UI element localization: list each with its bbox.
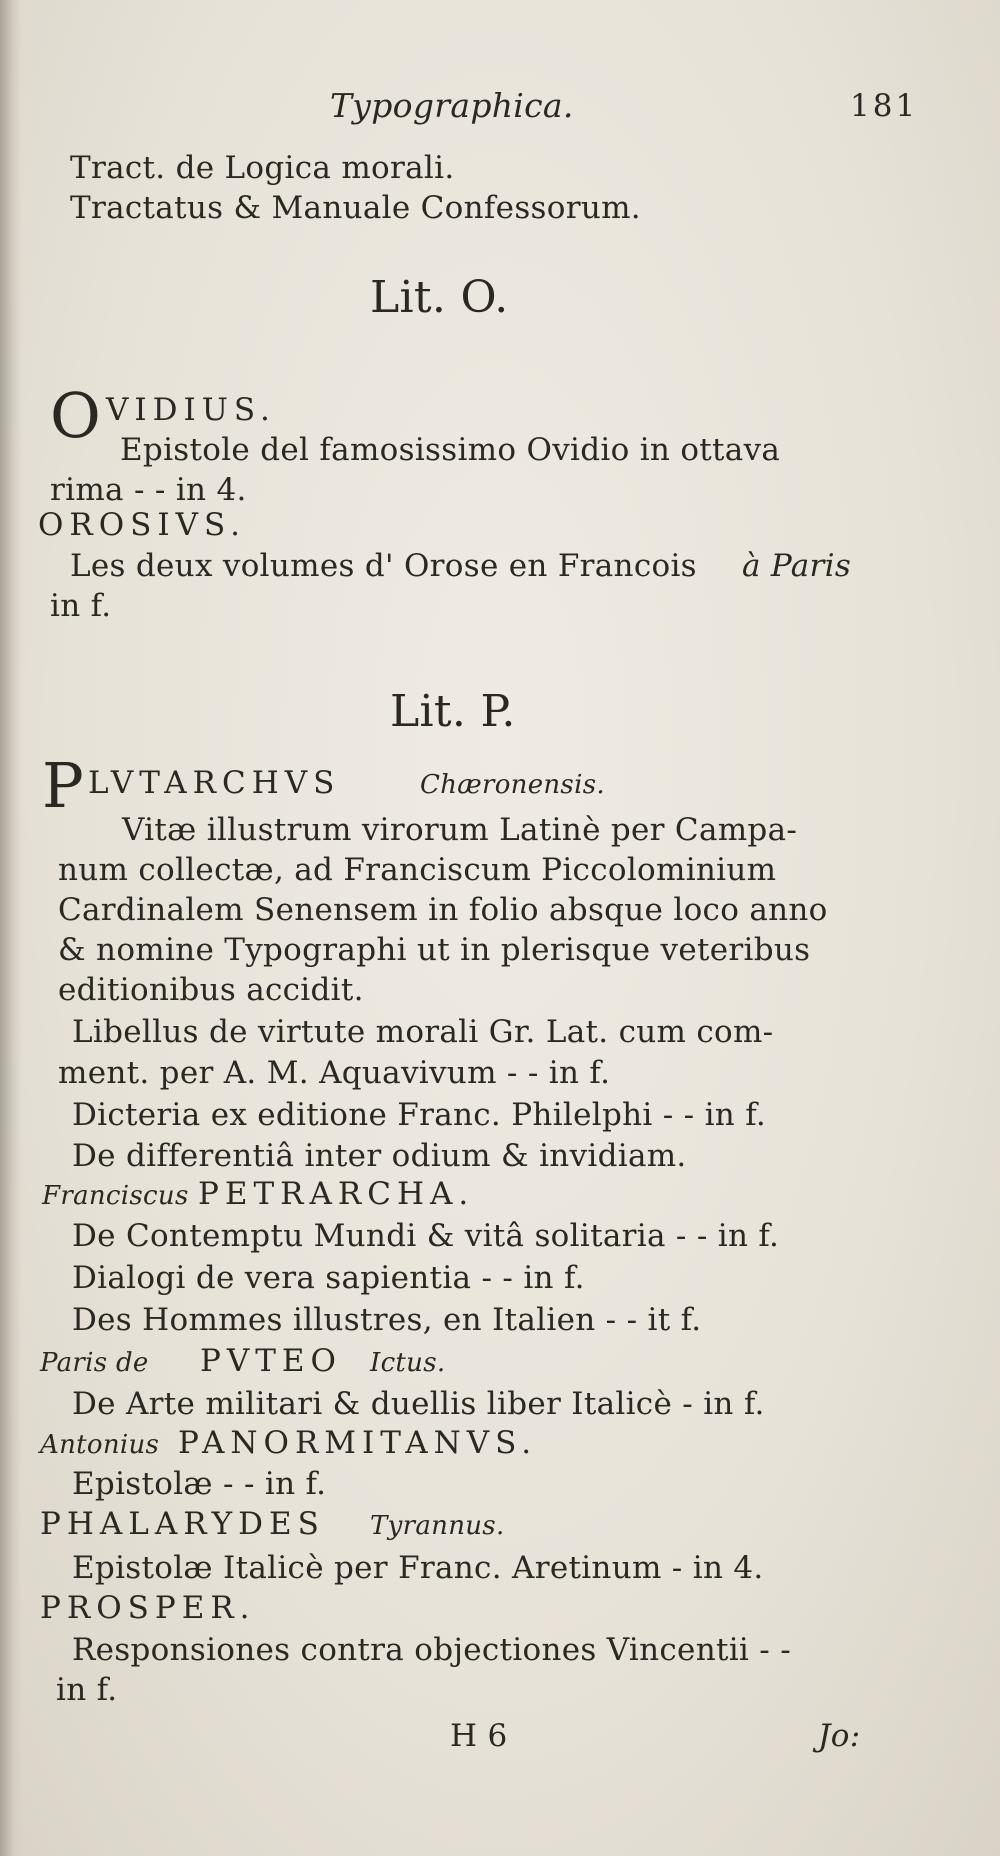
puteo-epithet: Ictus. [370,1348,446,1378]
plutarchus-line-7: ment. per A. M. Aquavivum - - in f. [58,1055,611,1091]
panormitanus-line-1: Epistolæ - - in f. [72,1466,327,1502]
drop-initial-o: O [50,379,102,452]
plutarchus-line-1: Vitæ illustrum virorum Latinè per Campa- [122,812,798,848]
phalarydes-epithet: Tyrannus. [370,1511,505,1541]
orosius-title-line-1: Les deux volumes d' Orose en Francois [70,548,697,584]
page-number: 181 [850,88,919,124]
spine-shadow [0,0,22,1856]
author-puteo: PVTEO [200,1343,342,1379]
plutarchus-line-5: editionibus accidit. [58,972,364,1008]
plutarchus-line-8: Dicteria ex editione Franc. Philelphi - - in f. [72,1097,767,1133]
petrarcha-line-2: Dialogi de vera sapientia - - in f. [72,1260,585,1296]
entry-tract-logica: Tract. de Logica morali. [70,150,455,186]
orosius-place: à Paris [742,548,852,584]
orosius-title-line-2: in f. [50,588,112,624]
section-heading-p: Lit. P. [390,686,516,737]
ovidius-title-line-1: Epistole del famosissimo Ovidio in ottava [120,432,781,468]
prosper-line-1: Responsiones contra objectiones Vincentii - - [72,1632,792,1668]
catchword: Jo: [818,1718,861,1754]
phalarydes-line-1: Epistolæ Italicè per Franc. Aretinum - in 4. [72,1550,764,1586]
author-petrarcha: PETRARCHA. [198,1176,475,1212]
signature-mark: H 6 [450,1718,508,1754]
author-ovidius: VIDIUS. [106,392,276,428]
running-title: Typographica. [330,86,574,125]
plutarchus-line-4: & nomine Typographi ut in plerisque veteribus [58,932,811,968]
plutarchus-line-3: Cardinalem Senensem in folio absque loco anno [58,892,828,928]
prosper-line-2: in f. [56,1672,118,1708]
ovidius-title-line-2: rima - - in 4. [50,472,247,508]
author-orosius: OROSIVS. [38,507,247,543]
plutarchus-epithet: Chæronensis. [420,770,605,800]
drop-initial-p: P [42,749,85,822]
plutarchus-line-6: Libellus de virtute morali Gr. Lat. cum com- [72,1014,774,1050]
petrarcha-forename: Franciscus [42,1181,189,1211]
puteo-forename: Paris de [40,1348,149,1378]
puteo-line-1: De Arte militari & duellis liber Italicè - in f. [72,1386,765,1422]
author-panormitanus: PANORMITANVS. [178,1425,538,1461]
entry-tractatus-manuale: Tractatus & Manuale Confessorum. [70,190,641,226]
section-heading-o: Lit. O. [370,272,509,323]
panormitanus-forename: Antonius [40,1430,160,1460]
author-phalarydes: PHALARYDES [40,1506,325,1542]
petrarcha-line-1: De Contemptu Mundi & vitâ solitaria - - in f. [72,1218,780,1254]
author-prosper: PROSPER. [40,1590,256,1626]
plutarchus-line-9: De differentiâ inter odium & invidiam. [72,1138,687,1174]
petrarcha-line-3: Des Hommes illustres, en Italien - - it f. [72,1302,702,1338]
plutarchus-line-2: num collectæ, ad Franciscum Piccolominium [58,852,777,888]
author-plutarchus: LVTARCHVS [88,765,341,801]
